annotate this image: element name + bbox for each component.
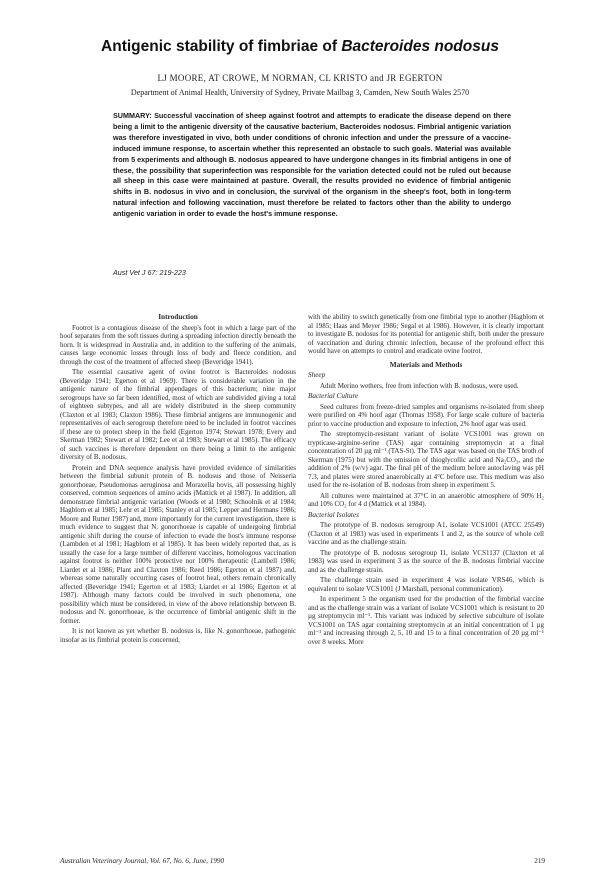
citation: Aust Vet J 67: 219-223 [113,268,186,277]
intro-paragraph: It is not known as yet whether B. nodosus is, like N. gonorrhoeae, pathogenic insofar as its fimbrial protein is concerned, [60,627,296,644]
methods-paragraph: Seed cultures from freeze-dried samples and organisms re-isolated from sheep were purified on 4% hoof agar (Thomas 1958). For large scale culture of bacteria prior to vaccine production and exposure to infection, 2% hoof agar was used. [308,402,544,428]
methods-paragraph: All cultures were maintained at 37°C in an anaerobic atmosphere of 90% H₂ and 10% CO₂ for 4 d (Mattick et al 1984). [308,491,544,508]
journal-footer: Australian Veterinary Journal, Vol. 67, No. 6, June, 1990 [60,857,225,865]
article-title-text: Antigenic stability of fimbriae of [101,38,338,55]
summary-abstract [113,111,511,220]
intro-paragraph: Protein and DNA sequence analysis have provided evidence of similarities between the fimbrial subunit protein of B. nodosus and those of Neisseria gonorrhoeae, Pseudomonas aeruginosa and Moraxella bovis, all possessing highly conserved, common sequences of amino acids (Mattick et al 1987). In addition, all demonstrate fimbrial antigenic variation (Woods et al 1980; Schoolnik et al 1984; Hagblom et al 1985; Lehr et al 1985; Stanley et al 1985; Lepper and Hermans 1986; Moore and Rutter 1987) and, more importantly for the current investigation, there is much evidence to suggest that N. gonorrhoeae is capable of undergoing fimbrial antigenic shift during the course of infection to evade the host's immune response (Lambden et al 1981; Hagblom et al 1985). It has been widely reported that, as is usually the case for a large number of different vaccines, homologous vaccination against footrot is neither 100% protective nor 100% therapeutic (Lambell 1986; Liardet et al 1986; Plant and Claxton 1986; Reed 1986; Egerton et al 1987) and, whereas some naturally occurring cases of footrot heal, others remain chronically affected (Beveridge 1941; Egerton et al 1983; Liardet et al 1986; Egerton et al 1987). Although many factors could be involved in such phenomena, one possibility which must be considered, in view of the above relationship between B. nodosus and N. gonorrhoeae, is the occurrence of fimbrial antigenic shift in the former. [60,463,296,625]
summary-lead: SUMMARY: [113,111,152,120]
intro-paragraph: Footrot is a contagious disease of the sheep's foot in which a large part of the hoof separates from the soft tissues during a spreading infection directly beneath the horn. It is widespread in Australia and, in addition to the suffering of the animals, causes large economic losses through loss of body and fleece condition, and through the cost of the treatment of affected sheep (Beveridge 1941). [60,323,296,366]
authors-line: LJ MOORE, AT CROWE, M NORMAN, CL KRISTO and JR EGERTON [157,73,443,83]
intro-paragraph: The essential causative agent of ovine footrot is Bacteroides nodosus (Beveridge 1941; Egerton et al 1969). There is considerable variation in the antigenic nature of the fimbrial appendages of this bacterium; nine major serogroups have so far been identified, most of which are subdivided giving a total of eighteen subtypes, and all are widely distributed in the sheep community (Claxton et al 1983; Claxton 1986). These fimbrial antigens are immunogenic and representatives of each serogroup therefore need to be included in footrot vaccines if these are to protect sheep in the field (Egerton 1974; Stewart 1978; Every and Skerman 1982; Stewart et al 1982; Lee et al 1983; Stewart et al 1985). The efficacy of such vaccines is therefore dependent on there being a limit to the antigenic diversity of B. nodosus. [60,368,296,461]
intro-continued-paragraph: with the ability to switch genetically from one fimbrial type to another (Hagblom et al 1985; Haas and Meyer 1986; Segal et al 1986). However, it is clearly important to investigate B. nodosus for its potential for antigenic shift, both under the pressure of vaccination and during chronic infection, because of the profound effect this would have on attempts to control and eradicate ovine footrot. [308,313,544,355]
article-title-organism: Bacteroides nodosus [341,38,499,55]
page-number: 219 [534,857,545,865]
article-title [0,38,600,56]
methods-paragraph: The streptomycin-resistant variant of isolate VCS1001 was grown on trypticase-arginine-serine (TAS) agar containing streptomycin at a final concentration of 20 µg ml⁻¹ (TAS-St). The TAS agar was based on the TAS broth of Skerman (1975) but with the omission of thioglycollic acid and Na₂CO₃, and the addition of 2% (w/v) agar. The final pH of the medium before autoclaving was pH 7.3, and plates were stored anaerobically at 4°C before use. This medium was also used for the re-isolation of B. nodosus from sheep in experiment 5. [308,430,544,489]
subheading-bacterial-isolates: Bacterial Isolates [308,510,359,519]
subheading-bacterial-culture: Bacterial Culture [308,392,359,400]
methods-paragraph: The prototype of B. nodosus serogroup A1, isolate VCS1001 (ATCC 25549) (Claxton et al 1983) was used in experiments 1 and 2, as the source of whole cell vaccine and as the challenge strain. [308,521,544,546]
left-column [60,313,296,644]
affiliation-line: Department of Animal Health, University of Sydney, Private Mailbag 3, Camden, New South Wales 2570 [130,88,470,97]
right-column [308,313,544,646]
methods-paragraph: Adult Merino wethers, free from infection with B. nodosus, were used. [320,381,519,390]
methods-paragraph: The prototype of B. nodosus serogroup I1, isolate VCS1137 (Claxton et al 1983) was used in experiment 3 as the source of the B. nodosus fimbrial vaccine and as the challenge strain. [308,548,544,574]
subheading-sheep: Sheep [308,371,326,379]
methods-paragraph: The challenge strain used in experiment 4 was isolate VRS46, which is equivalent to isolate VCS1001 (J Marshall, personal communication). [308,576,544,593]
section-heading-materials-methods: Materials and Methods [389,359,463,369]
section-heading-introduction: Introduction [158,312,198,321]
summary-text: Successful vaccination of sheep against footrot and attempts to eradicate the disease depend on there being a limit to the antigenic diversity of the causative bacterium, Bacteroides nodosus. Fimbrial antigenic variation was therefore investigated in vivo, both under conditions of chronic infection and under the pressure of a vaccine-induced immune response, to ascertain whether this represented an obstacle to such goals. Material was available from 5 experiments and although B. nodosus appeared to have undergone changes in its fimbrial antigens in one of these, the possibility that superinfection was responsible for the variation detected could not be ruled out because all sheep in this case were maintained at pasture. Overall, the results provided no evidence of fimbrial antigenic shifts in B. nodosus in vivo and in conclusion, the survival of the organism in the sheep's foot, both in long-term natural infection and following vaccination, must therefore be related to factors other than the ability to undergo antigenic variation in order to evade the host's immune response. [113,111,511,219]
methods-paragraph: In experiment 5 the organism used for the production of the fimbrial vaccine and as the challenge strain was a variant of isolate VCS1001 which is resistant to 20 µg streptomycin ml⁻¹. This variant was induced by selective subculture of isolate VCS1001 on TAS agar containing streptomycin at an initial concentration of 1 µg ml⁻¹ and increasing through 2, 5, 10 and 15 to a final concentration of 20 µg ml⁻¹ over 8 weeks. More [308,595,544,646]
